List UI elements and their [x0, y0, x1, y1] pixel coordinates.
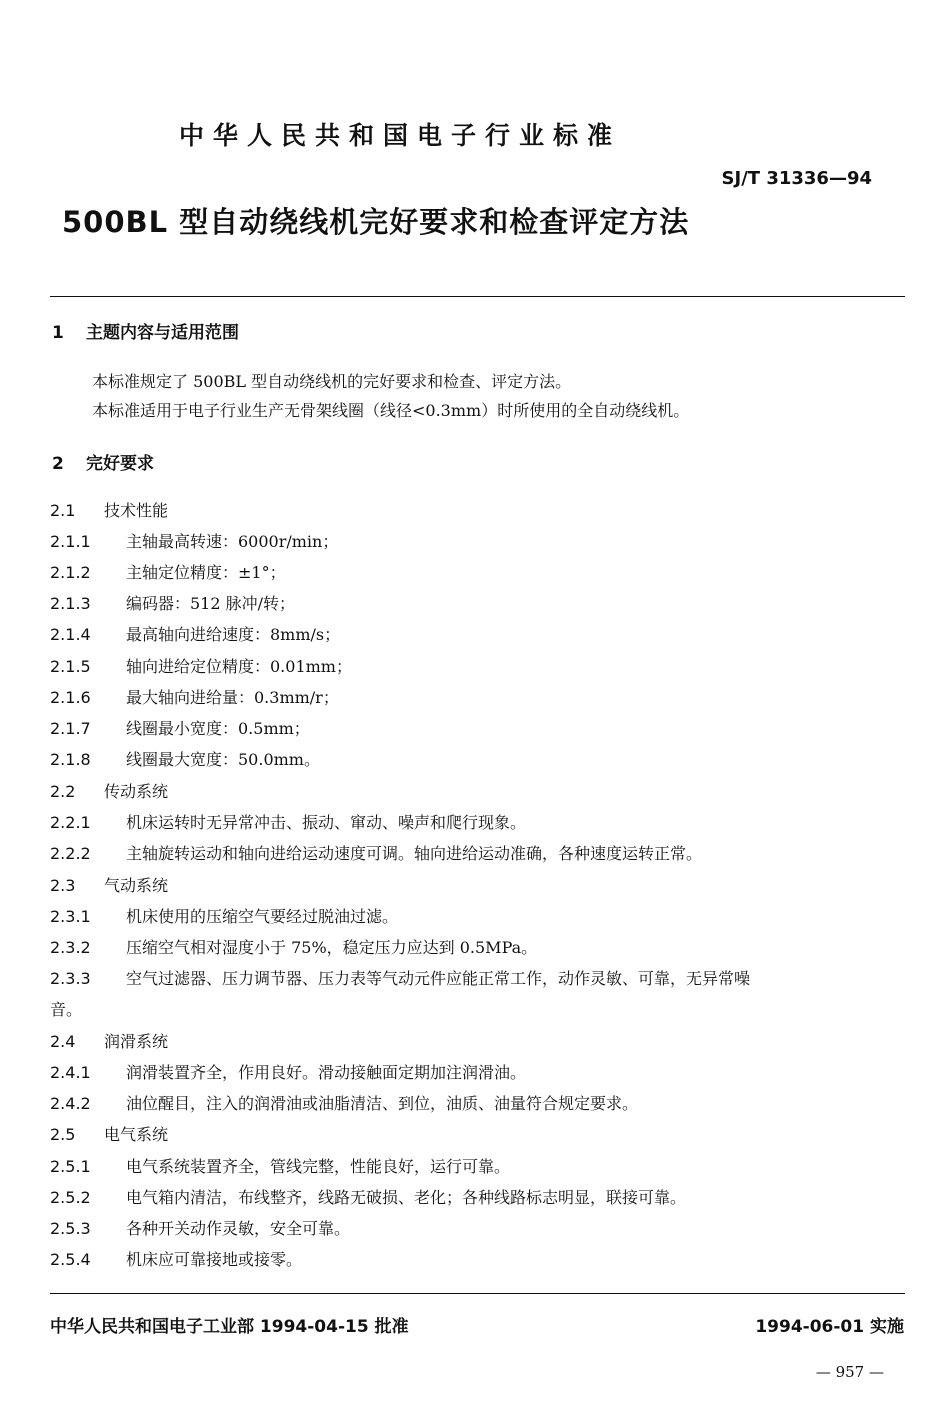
- list-item: 2.3.3 空气过滤器、压力调节器、压力表等气动元件应能正常工作，动作灵敏、可靠，无异常噪: [50, 969, 751, 988]
- list-item: 2.3 气动系统: [50, 876, 169, 895]
- standard-number: SJ/T 31336—94: [721, 168, 872, 189]
- list-item-continuation: 音。: [50, 1000, 83, 1019]
- list-item: 2.2 传动系统: [50, 782, 169, 801]
- list-item: 2.1.4 最高轴向进给速度：8mm/s；: [50, 625, 341, 644]
- org-title: 中华人民共和国电子行业标准: [178, 121, 621, 150]
- section-2-heading: [52, 449, 154, 474]
- list-item: 2.2.2 主轴旋转运动和轴向进给运动速度可调。轴向进给运动准确，各种速度运转正常。: [50, 844, 703, 863]
- list-item: 2.4.1 润滑装置齐全，作用良好。滑动接触面定期加注润滑油。: [50, 1063, 527, 1082]
- list-item: 2.1 技术性能: [50, 501, 169, 520]
- list-item: 2.5.4 机床应可靠接地或接零。: [50, 1250, 303, 1269]
- section-number: 1: [52, 323, 64, 343]
- list-item: 2.5 电气系统: [50, 1125, 169, 1144]
- page-number: — 957 —: [815, 1363, 884, 1381]
- list-item: 2.1.2 主轴定位精度：±1°；: [50, 563, 286, 582]
- list-item: 2.1.8 线圈最大宽度：50.0mm。: [50, 750, 320, 769]
- list-item: 2.5.3 各种开关动作灵敏，安全可靠。: [50, 1219, 351, 1238]
- bottom-rule: [50, 1293, 905, 1294]
- top-rule: [50, 296, 905, 297]
- list-item: 2.3.1 机床使用的压缩空气要经过脱油过滤。: [50, 907, 399, 926]
- document-title: 500BL 型自动绕线机完好要求和检查评定方法: [62, 205, 690, 239]
- implementation-date: 1994-06-01 实施: [755, 1317, 904, 1337]
- list-item: 2.3.2 压缩空气相对湿度小于 75%，稳定压力应达到 0.5MPa。: [50, 938, 538, 957]
- list-item: 2.4 润滑系统: [50, 1032, 169, 1051]
- approval-date: 中华人民共和国电子工业部 1994-04-15 批准: [50, 1317, 409, 1337]
- section-number: 2: [52, 454, 64, 474]
- list-item: 2.4.2 油位醒目，注入的润滑油或油脂清洁、到位，油质、油量符合规定要求。: [50, 1094, 639, 1113]
- list-item: 2.1.1 主轴最高转速：6000r/min；: [50, 532, 339, 551]
- section-1-heading: [52, 318, 239, 343]
- section-1-paragraph: 本标准适用于电子行业生产无骨架线圈（线径<0.3mm）时所使用的全自动绕线机。: [92, 401, 690, 420]
- list-item: 2.1.7 线圈最小宽度：0.5mm；: [50, 719, 310, 738]
- list-item: 2.1.3 编码器：512 脉冲/转；: [50, 594, 296, 613]
- section-title: 主题内容与适用范围: [86, 323, 239, 343]
- list-item: 2.1.6 最大轴向进给量：0.3mm/r；: [50, 688, 339, 707]
- section-title: 完好要求: [86, 454, 154, 474]
- list-item: 2.5.2 电气箱内清洁，布线整齐，线路无破损、老化；各种线路标志明显，联接可靠。: [50, 1188, 687, 1207]
- list-item: 2.2.1 机床运转时无异常冲击、振动、窜动、噪声和爬行现象。: [50, 813, 527, 832]
- list-item: 2.1.5 轴向进给定位精度：0.01mm；: [50, 657, 352, 676]
- list-item: 2.5.1 电气系统装置齐全，管线完整，性能良好，运行可靠。: [50, 1157, 511, 1176]
- section-1-paragraph: 本标准规定了 500BL 型自动绕线机的完好要求和检查、评定方法。: [92, 372, 572, 391]
